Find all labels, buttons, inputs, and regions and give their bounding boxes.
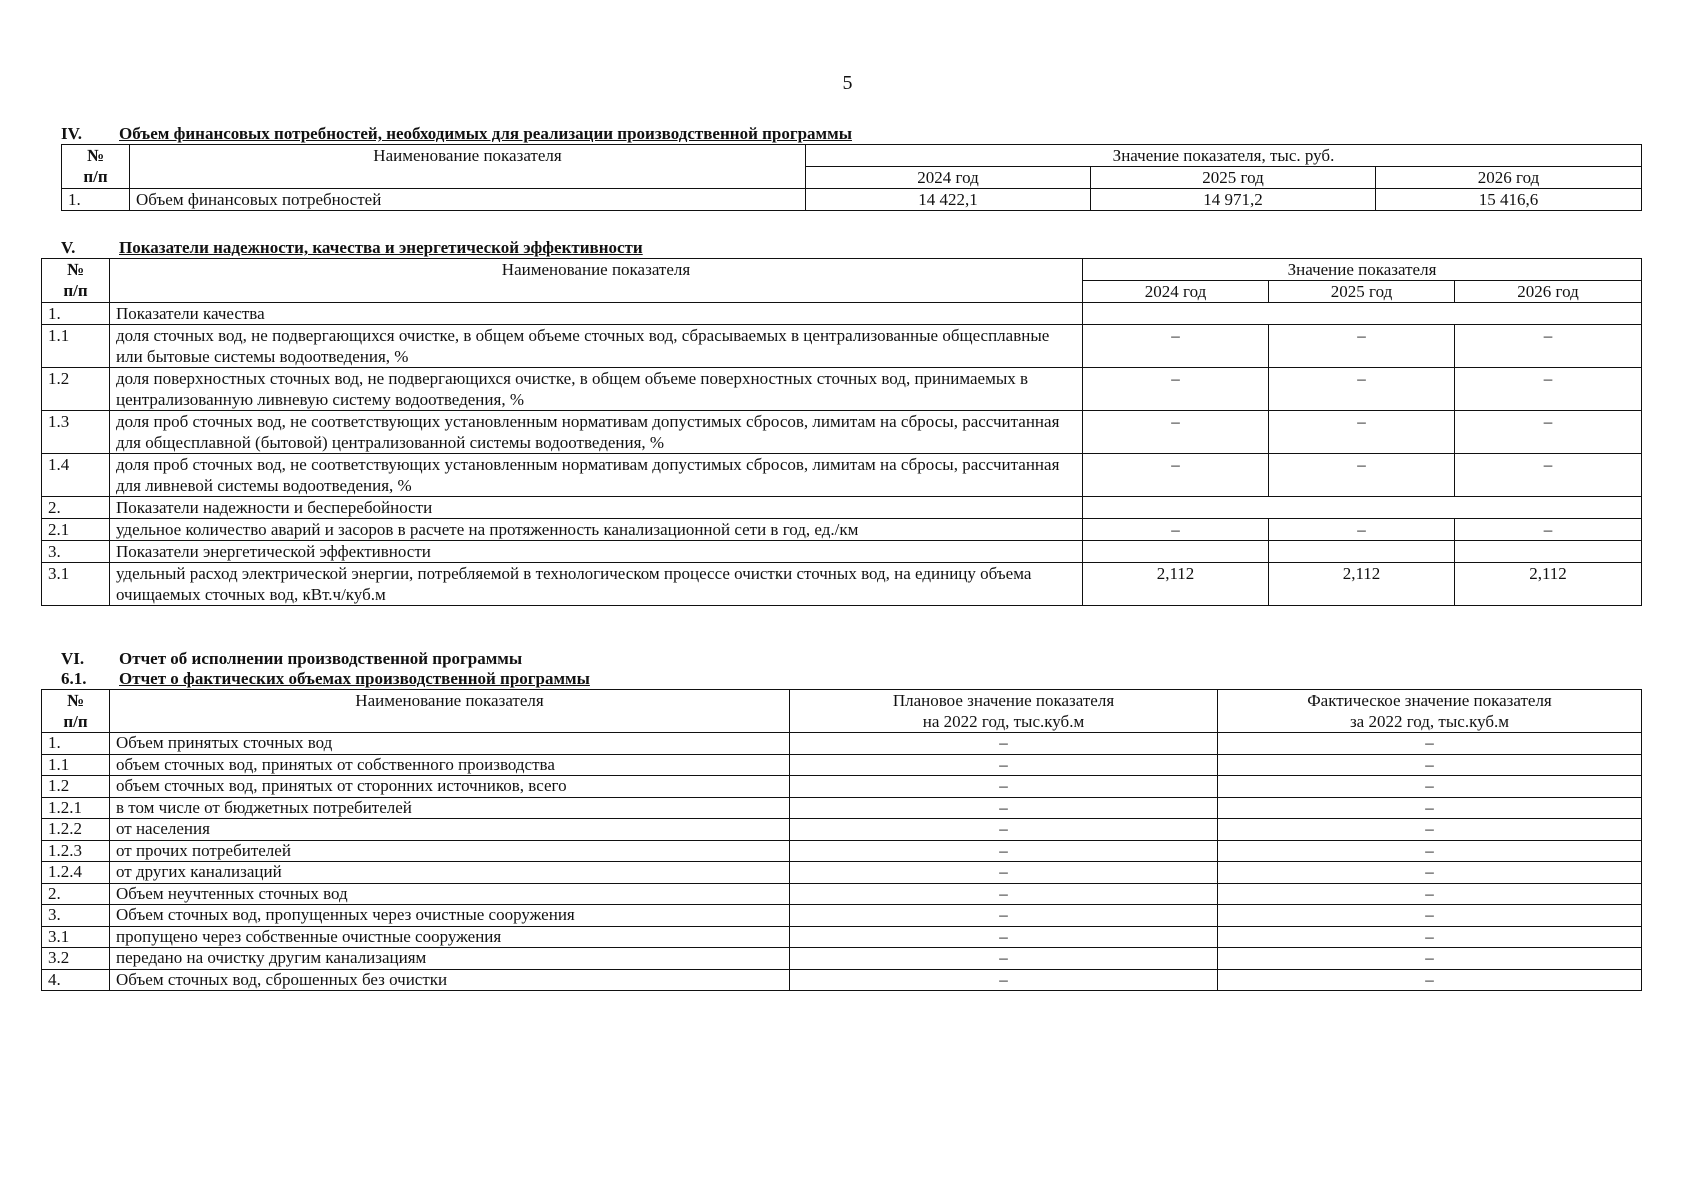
row-number: 3. [42,541,110,563]
table-row [42,948,1642,970]
section-iv [61,124,1642,211]
section-vi-title: Отчет об исполнении производственной программы [119,649,523,668]
row-number: 3. [42,905,110,927]
table-row [42,325,1642,368]
row-value: 2,112 [1269,563,1455,606]
row-name: Объем принятых сточных вод [110,733,790,755]
row-number: 1.2.2 [42,819,110,841]
row-value: – [1269,519,1455,541]
row-plan-value: – [790,948,1218,970]
col-number-header: № п/п [62,145,130,189]
row-name: Объем сточных вод, пропущенных через очистные сооружения [110,905,790,927]
row-number: 1. [42,303,110,325]
row-fact-value: – [1218,948,1642,970]
section-v-heading [41,238,1642,258]
table-row [62,189,1642,211]
group-values-cell [1083,497,1642,519]
row-value: – [1455,519,1642,541]
row-number: 3.1 [42,926,110,948]
row-name: в том числе от бюджетных потребителей [110,797,790,819]
col-name-header: Наименование показателя [110,690,790,733]
col-value-header: Значение показателя, тыс. руб. [806,145,1642,167]
row-value: – [1269,325,1455,368]
row-name: доля сточных вод, не подвергающихся очистке, в общем объеме сточных вод, сбрасываемых в централизованные общесплавные или бытовые системы водоотведения, % [110,325,1083,368]
col-number-header: № п/п [42,259,110,303]
row-plan-value: – [790,840,1218,862]
row-name: доля поверхностных сточных вод, не подвергающихся очистке, в общем объеме поверхностных сточных вод, принимаемых в централизованную ливневую систему водоотведения, % [110,368,1083,411]
row-plan-value: – [790,926,1218,948]
section-vi-number: VI. [61,649,85,668]
row-plan-value: – [790,754,1218,776]
row-number: 1. [62,189,130,211]
financial-needs-table [61,144,1642,211]
page-number: 5 [842,72,853,94]
year-header: 2026 год [1455,281,1642,303]
row-name: удельный расход электрической энергии, потребляемой в технологическом процессе очистки сточных вод, на единицу объема очищаемых сточных вод, кВт.ч/куб.м [110,563,1083,606]
table-row [42,819,1642,841]
row-value [1269,541,1455,563]
row-plan-value: – [790,733,1218,755]
row-value: – [1455,454,1642,497]
row-number: 2. [42,883,110,905]
row-number: 1.2.3 [42,840,110,862]
row-number: 2. [42,497,110,519]
row-name: от прочих потребителей [110,840,790,862]
table-row [42,454,1642,497]
table-row [42,969,1642,991]
row-name: объем сточных вод, принятых от сторонних источников, всего [110,776,790,798]
row-value: 2,112 [1083,563,1269,606]
row-plan-value: – [790,776,1218,798]
row-name: Показатели качества [110,303,1083,325]
row-plan-value: – [790,797,1218,819]
row-name: доля проб сточных вод, не соответствующих установленным нормативам допустимых сбросов, лимитам на сбросы, рассчитанная для ливневой системы водоотведения, % [110,454,1083,497]
section-6-1-number: 6.1. [61,669,87,688]
table-row [42,519,1642,541]
row-name: пропущено через собственные очистные сооружения [110,926,790,948]
row-value: – [1083,325,1269,368]
section-6-1-title: Отчет о фактических объемах производственной программы [119,669,590,688]
row-value [1455,541,1642,563]
table-row [42,926,1642,948]
row-value: – [1455,368,1642,411]
group-values-cell [1083,303,1642,325]
row-value: – [1083,411,1269,454]
table-row [42,840,1642,862]
row-value: – [1083,454,1269,497]
col-name-header: Наименование показателя [130,145,806,189]
row-fact-value: – [1218,819,1642,841]
row-fact-value: – [1218,969,1642,991]
table-row [42,905,1642,927]
table-row [42,303,1642,325]
row-name: Объем финансовых потребностей [130,189,806,211]
table-row [42,862,1642,884]
row-value: 14 971,2 [1091,189,1376,211]
col-number-header: № п/п [42,690,110,733]
row-name: удельное количество аварий и засоров в расчете на протяженность канализационной сети в год, ед./км [110,519,1083,541]
row-plan-value: – [790,969,1218,991]
row-name: доля проб сточных вод, не соответствующих установленным нормативам допустимых сбросов, лимитам на сбросы, рассчитанная для общесплавной (бытовой) централизованной системы водоотведения, % [110,411,1083,454]
row-fact-value: – [1218,797,1642,819]
row-value: – [1083,519,1269,541]
row-fact-value: – [1218,754,1642,776]
table-row [42,776,1642,798]
table-row [42,563,1642,606]
year-header: 2024 год [1083,281,1269,303]
row-number: 2.1 [42,519,110,541]
table-row [42,497,1642,519]
row-fact-value: – [1218,733,1642,755]
row-number: 1.1 [42,325,110,368]
row-number: 4. [42,969,110,991]
row-number: 1.2 [42,368,110,411]
table-row [42,883,1642,905]
section-vi-heading [41,649,1642,669]
row-value: – [1269,411,1455,454]
row-number: 1.2.4 [42,862,110,884]
col-fact-header: Фактическое значение показателя за 2022 год, тыс.куб.м [1218,690,1642,733]
year-header: 2026 год [1376,167,1642,189]
section-vi [41,649,1642,991]
row-value: – [1269,368,1455,411]
row-number: 1. [42,733,110,755]
row-value: 15 416,6 [1376,189,1642,211]
row-name: от населения [110,819,790,841]
section-iv-heading [61,124,1642,144]
row-name: передано на очистку другим канализациям [110,948,790,970]
table-row [42,411,1642,454]
row-number: 1.2.1 [42,797,110,819]
row-value [1083,541,1269,563]
row-plan-value: – [790,862,1218,884]
row-plan-value: – [790,883,1218,905]
col-value-header: Значение показателя [1083,259,1642,281]
table-row [42,733,1642,755]
year-header: 2025 год [1091,167,1376,189]
row-name: Показатели энергетической эффективности [110,541,1083,563]
row-number: 3.1 [42,563,110,606]
row-plan-value: – [790,905,1218,927]
row-name: Объем неучтенных сточных вод [110,883,790,905]
row-value: 2,112 [1455,563,1642,606]
row-number: 1.4 [42,454,110,497]
row-fact-value: – [1218,862,1642,884]
row-name: Объем сточных вод, сброшенных без очистки [110,969,790,991]
row-number: 3.2 [42,948,110,970]
row-number: 1.1 [42,754,110,776]
row-plan-value: – [790,819,1218,841]
row-fact-value: – [1218,883,1642,905]
row-number: 1.2 [42,776,110,798]
row-fact-value: – [1218,840,1642,862]
section-iv-number: IV. [61,124,82,143]
table-row [42,368,1642,411]
row-value: – [1455,411,1642,454]
row-name: Показатели надежности и бесперебойности [110,497,1083,519]
row-value: – [1455,325,1642,368]
row-value: 14 422,1 [806,189,1091,211]
row-value: – [1269,454,1455,497]
reliability-quality-table [41,258,1642,606]
year-header: 2024 год [806,167,1091,189]
row-name: от других канализаций [110,862,790,884]
row-number: 1.3 [42,411,110,454]
section-v [41,238,1642,606]
col-plan-header: Плановое значение показателя на 2022 год, тыс.куб.м [790,690,1218,733]
section-6-1-heading [41,669,1642,689]
row-fact-value: – [1218,926,1642,948]
section-v-number: V. [61,238,76,257]
table-row [42,541,1642,563]
col-name-header: Наименование показателя [110,259,1083,303]
row-value: – [1083,368,1269,411]
production-volumes-table [41,689,1642,991]
table-row [42,754,1642,776]
table-row [42,797,1642,819]
section-iv-title: Объем финансовых потребностей, необходимых для реализации производственной программы [119,124,852,143]
row-fact-value: – [1218,776,1642,798]
row-fact-value: – [1218,905,1642,927]
year-header: 2025 год [1269,281,1455,303]
section-v-title: Показатели надежности, качества и энергетической эффективности [119,238,643,257]
row-name: объем сточных вод, принятых от собственного производства [110,754,790,776]
